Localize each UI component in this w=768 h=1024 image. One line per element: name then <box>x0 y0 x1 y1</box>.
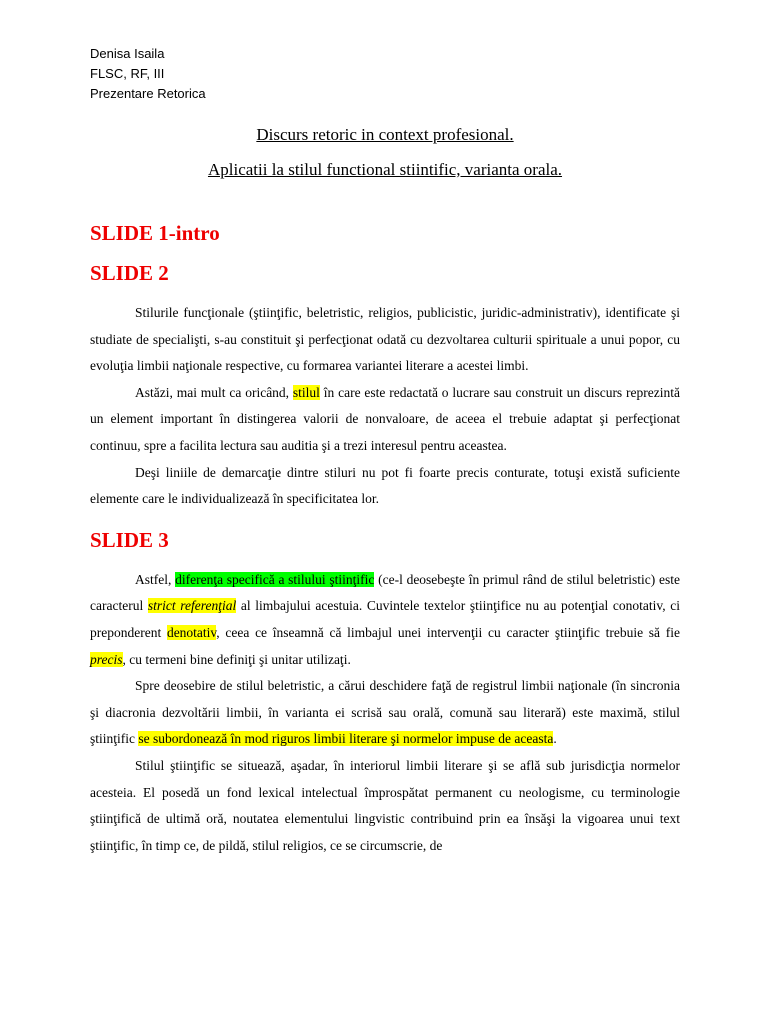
paragraph-2-text-b: în care este redactată o lucrare sau construit un discurs reprezintă un element important în distingerea valorii de nonvaloare, de aceea el trebuie adaptat şi perfecţionat continuu, spre a facilita lectura sau auditia şi a trezi interesul pentru aceastea. <box>90 384 680 453</box>
slide-2-heading: SLIDE 2 <box>90 261 169 285</box>
paragraph-5-text-a: Spre deosebire de stilul beletristic, a cărui deschidere faţă de registrul limbii naţionale (în sincronia şi diacronia dezvoltării limbii, în varianta ei scrisă sau orală, comună sau literară) este maximă, stilul ştiinţific <box>90 678 680 747</box>
paragraph-5 <box>90 673 680 753</box>
highlight-subordoneaza: se subordonează în mod riguros limbii literare şi normelor impuse de aceasta <box>138 731 554 747</box>
paragraph-6-text: Stilul ştiinţific se situează, aşadar, în interiorul limbii literare şi se află sub jurisdicţia normelor acesteia. El posedă un fond lexical intelectual împrospătat permanent cu neologisme, cu terminologie ştiinţifică de ultimă oră, noutatea elementului lingvistic contribuind prin ea însăşi la vigoarea unui text ştiinţific, în timp ce, de pildă, stilul religios, ce se circumscrie, de <box>90 757 680 853</box>
document-title: Discurs retoric in context profesional. <box>256 125 514 144</box>
paragraph-3-text: Deşi liniile de demarcaţie dintre stiluri nu pot fi foarte precis conturate, totuşi există suficiente elemente care le individualizează în specificitatea lor. <box>90 464 680 507</box>
slide-1-heading: SLIDE 1-intro <box>90 221 220 245</box>
paragraph-3 <box>90 460 680 513</box>
paragraph-4-text-b: (ce-l deosebeşte în primul rând de stilul beletristic) este caracterul <box>90 571 681 614</box>
paragraph-5-text-b: . <box>553 731 557 747</box>
paragraph-4-text-a: Astfel, <box>135 571 176 587</box>
paragraph-4-text-e: , cu termeni bine definiţi şi unitar utilizaţi. <box>122 651 351 667</box>
document-subtitle: Aplicatii la stilul functional stiintific, varianta orala. <box>207 160 563 179</box>
paragraph-2 <box>90 380 680 460</box>
paragraph-4 <box>90 567 680 673</box>
highlight-strict-referential: strict referenţial <box>147 598 237 614</box>
highlight-precis: precis <box>90 651 123 667</box>
author-group: FLSC, RF, III <box>90 66 165 81</box>
paragraph-1 <box>90 300 680 380</box>
paragraph-4-text-d: , ceea ce înseamnă că limbajul unei intervenţii cu caracter ştiinţific trebuie să fie <box>216 624 680 640</box>
author-name: Denisa Isaila <box>90 46 165 61</box>
highlight-denotativ: denotativ <box>166 624 217 640</box>
highlight-stilul: stilul <box>292 384 320 400</box>
document-subject: Prezentare Retorica <box>90 86 206 101</box>
highlight-diferenta-specifica: diferenţa specifică a stilului ştiinţific <box>175 571 375 587</box>
paragraph-4-text-c: al limbajului acestuia. Cuvintele textelor ştiinţifice nu au potenţial conotativ, ci preponderent <box>90 598 680 640</box>
paragraph-1-text: Stilurile funcţionale (ştiinţific, beletristic, religios, publicistic, juridic-administrativ), identificate şi studiate de specialişti, s-au constituit şi perfecţionat odată cu dezvoltarea culturii spirituale a unui popor, cu evoluţia limbii naţionale respective, cu formarea variantei literare a acestei limbi. <box>90 305 680 374</box>
document-header <box>90 44 680 104</box>
paragraph-2-text-a: Astăzi, mai mult ca oricând, <box>135 384 293 400</box>
slide-3-heading: SLIDE 3 <box>90 527 169 552</box>
paragraph-6 <box>90 753 680 859</box>
